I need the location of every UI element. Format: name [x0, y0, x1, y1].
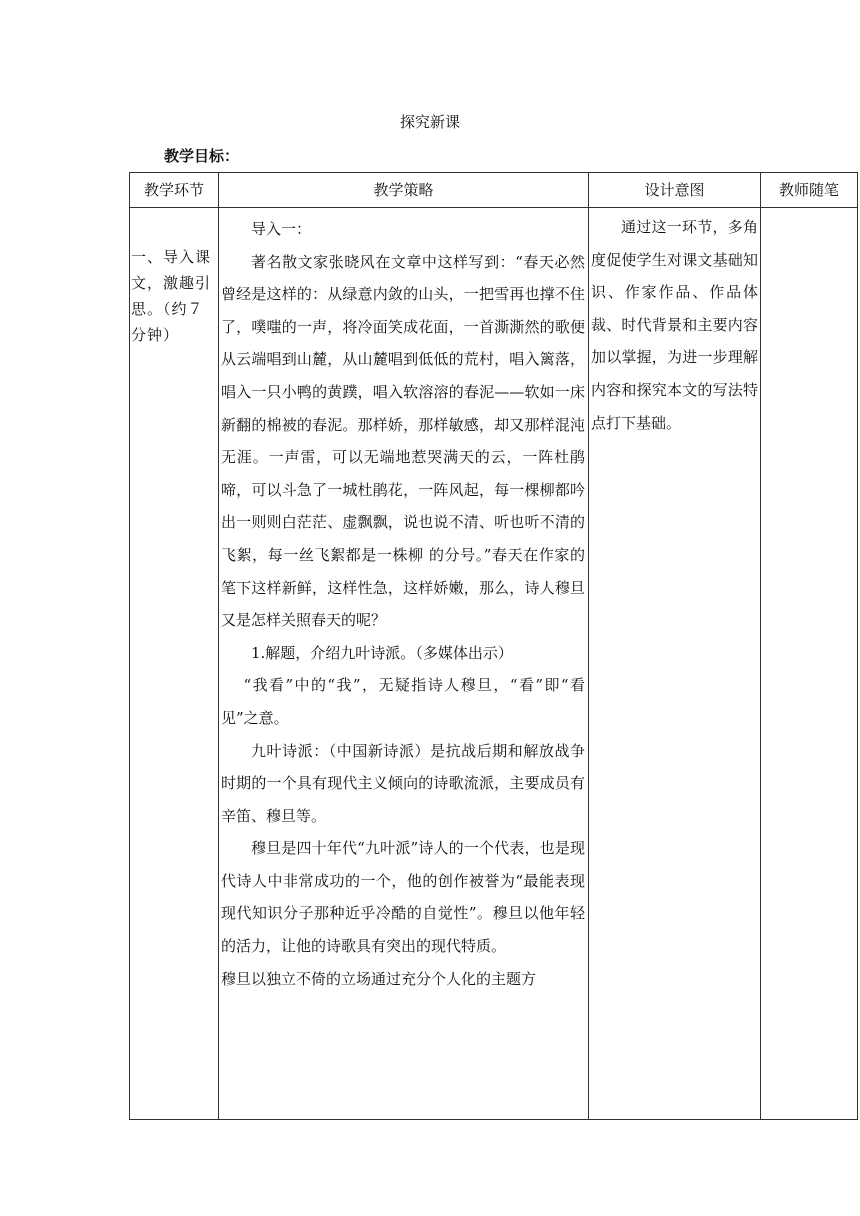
- header-teacher-notes: 教师随笔: [761, 173, 858, 208]
- strategy-cell: [219, 208, 589, 1120]
- strategy-paragraph-jiuye-school: 九叶诗派：（中国新诗派）是抗战后期和解放战争时期的一个具有现代主义倾向的诗歌流派，主要成员有辛笛、穆旦等。: [221, 741, 585, 825]
- strategy-paragraph-mudan: 穆旦是四十年代“九叶派”诗人的一个代表，也是现代诗人中非常成功的一个，他的创作被誉为“最能表现现代知识分子那种近乎冷酷的自觉性”。穆旦以他年轻的活力，让他的诗歌具有突出的现代特质。: [221, 839, 585, 956]
- strategy-paragraph-mudan-stance: 穆旦以独立不倚的立场通过充分个人化的主题方: [221, 969, 537, 988]
- strategy-paragraph-quote: 著名散文家张晓风在文章中这样写到：“春天必然曾经是这样的：从绿意内敛的山头，一把雪再也撑不住了，噗嗤的一声，将冷面笑成花面，一首澌澌然的歌便从云端唱到山麓，从山麓唱到低低的荒村，唱入篱落，唱入一只小鸭的黄蹼，唱入软溶溶的春泥——软如一床新翻的棉被的春泥。那样娇，那样敏感，却又那样混沌无涯。一声雷，可以无端地惹哭满天的云，一阵杜鹃啼，可以斗急了一城杜鹃花，一阵风起，每一棵柳都吟出一则则白茫茫、虚飘飘，说也说不清、听也听不清的飞絮，每一丝飞絮都是一株柳 的分号。”春天在作家的笔下这样新鲜，这样性急，这样娇嫩，那么，诗人穆旦又是怎样关照春天的呢？: [221, 252, 585, 630]
- header-teaching-strategy: 教学策略: [219, 173, 589, 208]
- page-title: 探究新课: [399, 113, 460, 131]
- stage-cell: 一、导入课文，激趣引思。（约７分钟）: [130, 208, 219, 1120]
- lesson-plan-table: [129, 172, 858, 1120]
- section-heading-teaching-objectives: 教学目标：: [164, 147, 240, 165]
- strategy-paragraph-title-explanation: 1.解题，介绍九叶诗派。（多媒体出示）: [251, 643, 513, 662]
- teacher-notes-cell: [761, 208, 858, 1120]
- table-header-row: [130, 173, 858, 208]
- strategy-paragraph-intro-label: 导入一：: [251, 220, 312, 238]
- table-row: [130, 208, 858, 1120]
- design-intent-cell: 通过这一环节，多角度促使学生对课文基础知识、作家作品、作品体裁、时代背景和主要内容加以掌握，为进一步理解内容和探究本文的写法特点打下基础。: [589, 208, 761, 1120]
- header-teaching-stage: 教学环节: [130, 173, 219, 208]
- strategy-paragraph-wo-kan: “我看”中的“我”，无疑指诗人穆旦，“看”即“看见”之意。: [221, 676, 585, 727]
- header-design-intent: 设计意图: [589, 173, 761, 208]
